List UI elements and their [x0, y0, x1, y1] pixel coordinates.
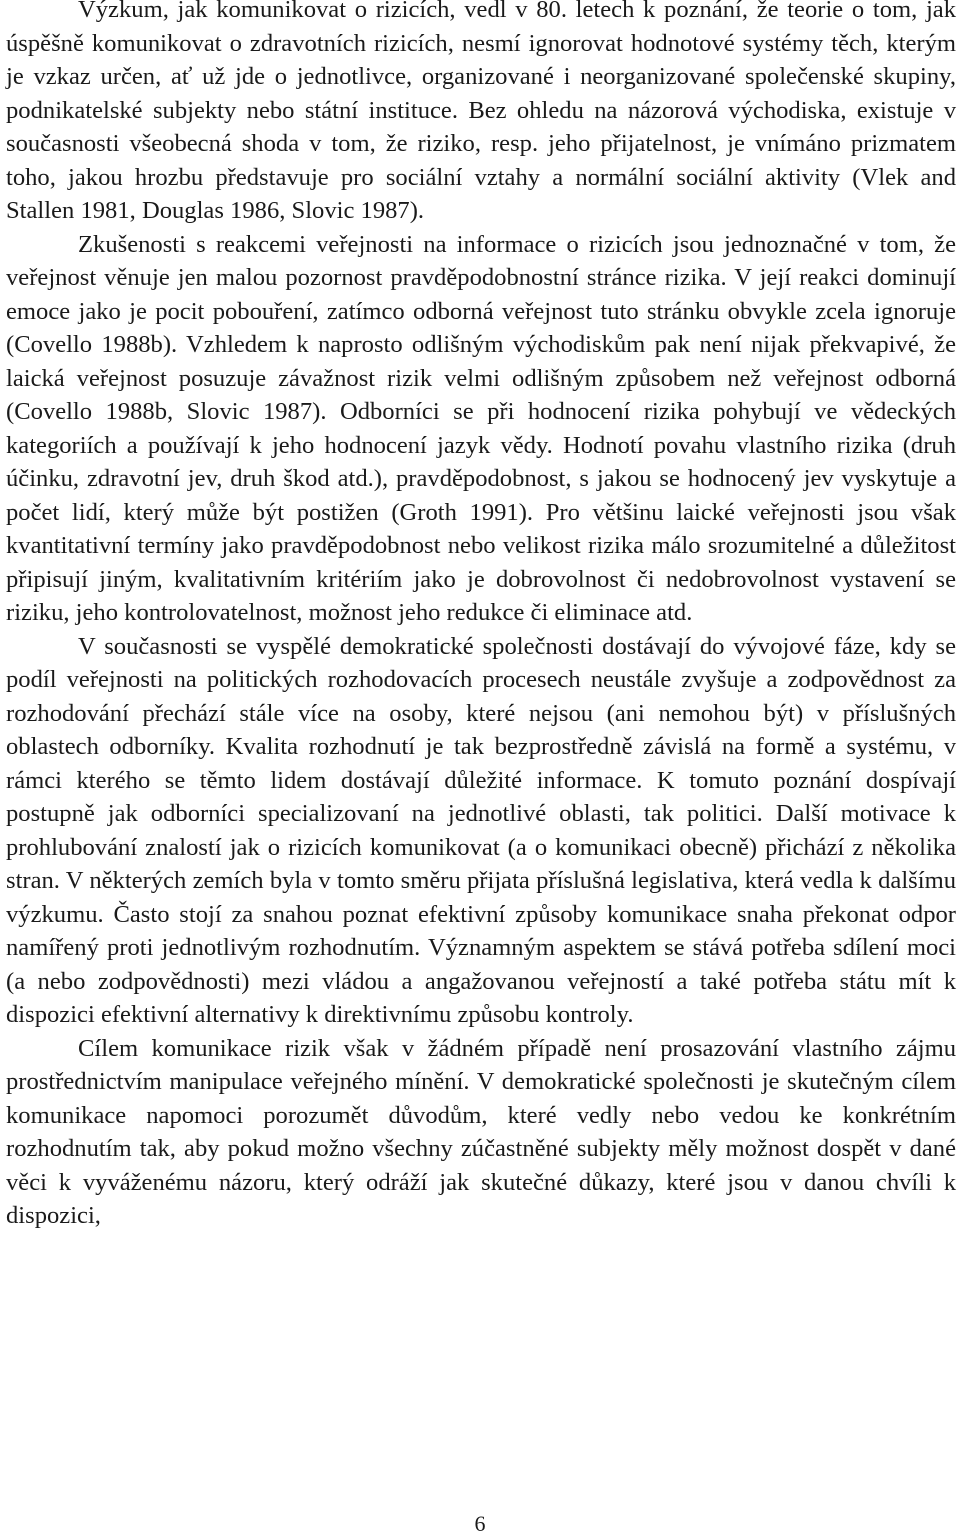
paragraph-1: Výzkum, jak komunikovat o rizicích, vedl v 80. letech k poznání, že teorie o tom, jak úspěšně komunikovat o zdravotních rizicích, nesmí ignorovat hodnotové systémy těch, kterým je vzkaz určen, ať už jde o jednotlivce, organizované i neorganizované společenské skupiny, podnikatelské subjekty nebo státní instituce. Bez ohledu na názorová východiska, existuje v současnosti všeobecná shoda v tom, že riziko, resp. jeho přijatelnost, je vnímáno prizmatem toho, jakou hrozbu představuje pro sociální vztahy a normální sociální aktivity (Vlek and Stallen 1981, Douglas 1986, Slovic 1987).: [6, 0, 956, 224]
text-body: [6, 0, 956, 1233]
paragraph-2: Zkušenosti s reakcemi veřejnosti na informace o rizicích jsou jednoznačné v tom, že veřejnost věnuje jen malou pozornost pravděpodobnostní stránce rizika. V její reakci dominují emoce jako je pocit pobouření, zatímco odborná veřejnost tuto stránku obvykle zcela ignoruje (Covello 1988b). Vzhledem k naprosto odlišným východiskům pak není nijak překvapivé, že laická veřejnost posuzuje závažnost rizik velmi odlišným způsobem než veřejnost odborná (Covello 1988b, Slovic 1987). Odborníci se při hodnocení rizika pohybují ve vědeckých kategoriích a používají k jeho hodnocení jazyk vědy. Hodnotí povahu vlastního rizika (druh účinku, zdravotní jev, druh škod atd.), pravděpodobnost, s jakou se hodnocený jev vyskytuje a počet lidí, který může být postižen (Groth 1991). Pro většinu laické veřejnosti jsou však kvantitativní termíny jako pravděpodobnost nebo velikost rizika málo srozumitelné a důležitost připisují jiným, kvalitativním kritériím jako je dobrovolnost či nedobrovolnost vystavení se riziku, jeho kontrolovatelnost, možnost jeho redukce či eliminace atd.: [6, 230, 956, 626]
paragraph-4: Cílem komunikace rizik však v žádném případě není prosazování vlastního zájmu prostřednictvím manipulace veřejného mínění. V demokratické společnosti je skutečným cílem komunikace napomoci porozumět důvodům, které vedly nebo vedou ke konkrétním rozhodnutím tak, aby pokud možno všechny zúčastněné subjekty měly možnost dospět v dané věci k vyváženému názoru, který odráží jak skutečné důkazy, které jsou v danou chvíli k dispozici,: [6, 1034, 956, 1229]
paragraph-3: V současnosti se vyspělé demokratické společnosti dostávají do vývojové fáze, kdy se podíl veřejnosti na politických rozhodovacích procesech neustále zvyšuje a zodpovědnost za rozhodování přechází stále více na osoby, které nejsou (ani nemohou být) v příslušných oblastech odborníky. Kvalita rozhodnutí je tak bezprostředně závislá na formě a systému, v rámci kterého se těmto lidem dostávají důležité informace. K tomuto poznání dospívají postupně jak odborníci specializovaní na jednotlivé oblasti, tak politici. Další motivace k prohlubování znalostí jak o rizicích komunikovat (a o komunikaci obecně) přichází z několika stran. V některých zemích byla v tomto směru přijata příslušná legislativa, která vedla k dalšímu výzkumu. Často stojí za snahou poznat efektivní způsoby komunikace snaha překonat odpor namířený proti jednotlivým rozhodnutím. Významným aspektem se stává potřeba sdílení moci (a nebo zodpovědnosti) mezi vládou a angažovanou veřejností a také potřeba státu mít k dispozici efektivní alternativy k direktivnímu způsobu kontroly.: [6, 632, 956, 1028]
page-number: 6: [474, 1511, 486, 1536]
